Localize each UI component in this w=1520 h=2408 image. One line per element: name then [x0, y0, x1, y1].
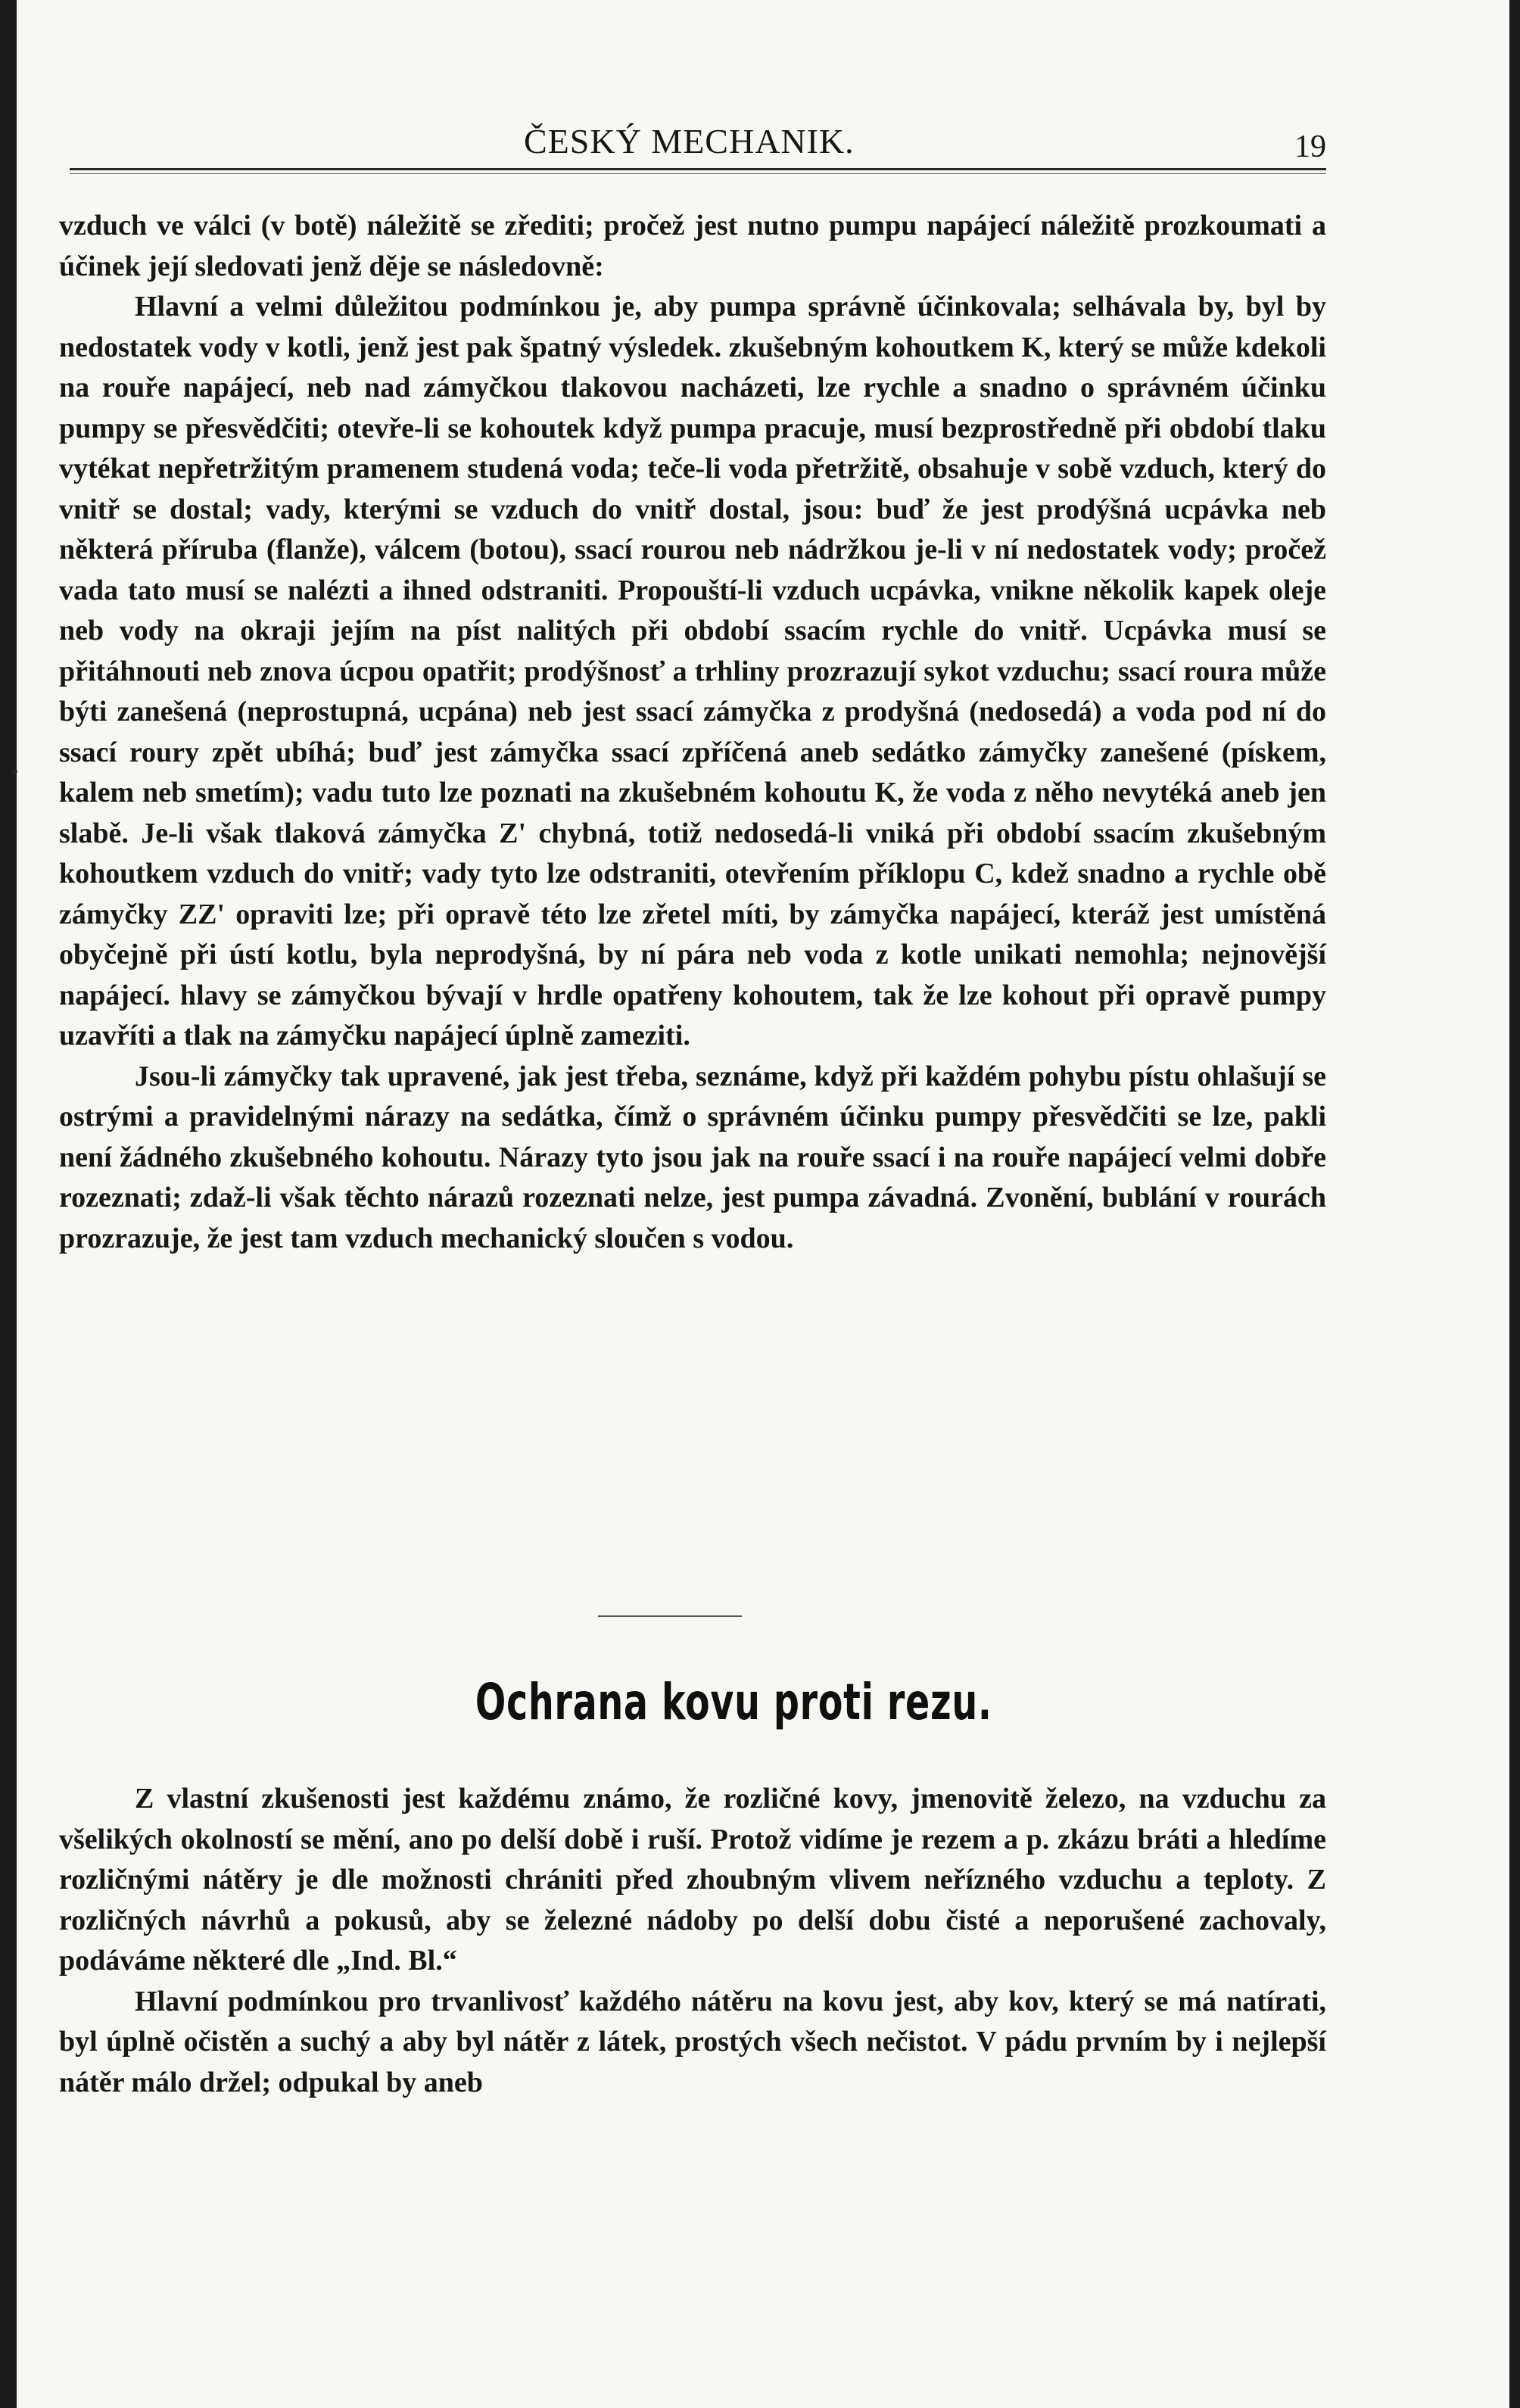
section-body [59, 1779, 1326, 2103]
running-title: ČESKÝ MECHANIK. [524, 122, 855, 160]
paragraph: Hlavní podmínkou pro trvanlivosť každého nátěru na kovu jest, aby kov, který se má natírati, byl úplně očistěn a suchý a aby byl nátěr z látek, prostých všech nečistot. V pádu prvním by i nejlepší nátěr málo držel; odpukal by aneb [59, 1985, 1326, 2098]
running-header [70, 114, 1326, 182]
scan-border-right [1509, 0, 1520, 2408]
margin-mark: • [11, 759, 19, 784]
paragraph: Z vlastní zkušenosti jest každému známo, že rozličné kovy, jmenovitě železo, na vzduchu za všelikých okolností se mění, ano po delší době i ruší. Protož vidíme je rezem a p. zkázu bráti a hledíme rozličnými nátěry je dle možnosti chrániti před zhoubným vlivem neřízného vzduchu a teploty. Z rozličných návrhů a pokusů, aby se železné nádoby po delší dobu čisté a neporušené zachovaly, podáváme některé dle „Ind. Bl.“ [59, 1783, 1326, 1977]
section-heading: Ochrana kovu proti rezu. [475, 1673, 992, 1731]
paragraph: vzduch ve válci (v botě) náležitě se zřediti; pročež jest nutno pumpu napájecí náležitě prozkoumati a účinek její sledovati jenž děje se následovně: [59, 210, 1326, 282]
article-body [59, 206, 1326, 1259]
page-number: 19 [1294, 129, 1326, 164]
header-rule [70, 168, 1326, 170]
section-divider [598, 1615, 742, 1617]
scan-border-left [0, 0, 17, 2408]
paragraph: Hlavní a velmi důležitou podmínkou je, aby pumpa správně účinkovala; selhávala by, byl by nedostatek vody v kotli, jenž jest pak špatný výsledek. zkušebným kohoutkem K, který se může kdekoli na rouře napájecí, neb nad zámyčkou tlakovou nacházeti, lze rychle a snadno o správném účinku pumpy se přesvědčiti; otevře-li se kohoutek když pumpa pracuje, musí bezprostředně při období tlaku vytékat nepřetržitým pramenem studená voda; teče-li voda přetržitě, obsahuje v sobě vzduch, který do vnitř se dostal; vady, kterými se vzduch do vnitř dostal, jsou: buď že jest prodýšná ucpávka neb některá příruba (flanže), válcem (botou), ssací rourou neb nádržkou je-li v ní nedostatek vody; pročež vada tato musí se nalézti a ihned odstraniti. Propouští-li vzduch ucpávka, vnikne několik kapek oleje neb vody na okraji jejím na píst nalitých při období ssacím rychle do vnitř. Ucpávka musí se přitáhnouti neb znova úcpou opatřit; prodýšnosť a trhliny prozrazují sykot vzduchu; ssací roura může býti zanešená (neprostupná, ucpána) neb jest ssací zámyčka z prodyšná (nedosedá) a voda pod ní do ssací roury zpět ubíhá; buď jest zámyčka ssací zpříčená aneb sedátko zámyčky zanešené (pískem, kalem neb smetím); vadu tuto lze poznati na zkušebném kohoutu K, že voda z něho nevytéká aneb jen slabě. Je-li však tlaková zámyčka Z' chybná, totiž nedosedá-li vniká při období ssacím zkušebným kohoutkem vzduch do vnitř; vady tyto lze odstraniti, otevřením příklopu C, kdež snadno a rychle obě zámyčky ZZ' opraviti lze; při opravě této lze zřetel míti, by zámyčka napájecí, kteráž jest umístěná obyčejně při ústí kotlu, byla neprodyšná, by ní pára neb voda z kotle unikati nemohla; nejnovější napájecí. hlavy se zámyčkou bývají v hrdle opatřeny kohoutem, tak že lze kohout při opravě pumpy uzavříti a tlak na zámyčku napájecí úplně zameziti. [59, 291, 1326, 1051]
paragraph: Jsou-li zámyčky tak upravené, jak jest třeba, seznáme, když při každém pohybu pístu ohlašují se ostrými a pravidelnými nárazy na sedátka, čímž o správném účinku pumpy přesvědčiti se lze, pakli není žádného zkušebného kohoutu. Nárazy tyto jsou jak na rouře ssací i na rouře napájecí velmi dobře rozeznati; zdaž-li však těchto nárazů rozeznati nelze, jest pumpa závadná. Zvonění, bublání v rourách prozrazuje, že jest tam vzduch mechanický sloučen s vodou. [59, 1060, 1326, 1254]
header-rule-thin [70, 173, 1326, 174]
